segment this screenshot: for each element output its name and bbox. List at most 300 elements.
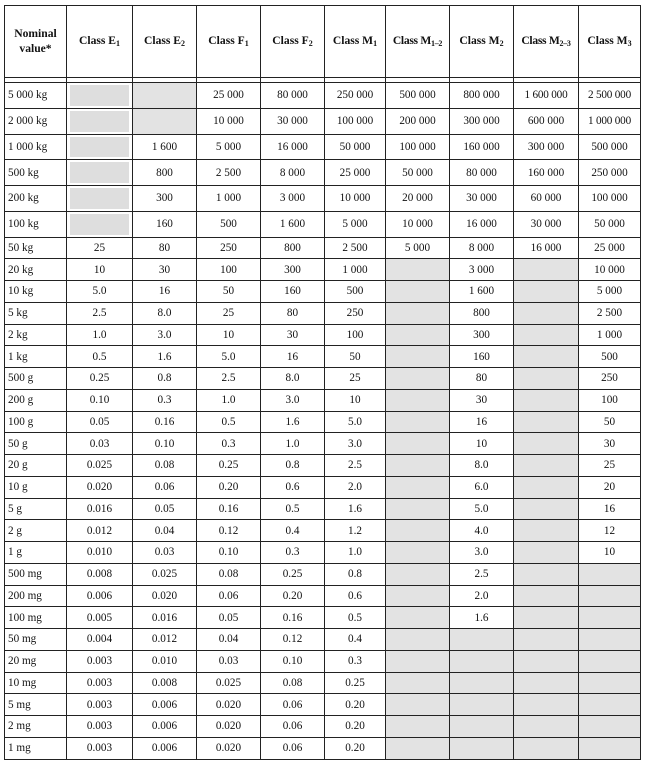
nominal-value-cell: 100 kg bbox=[5, 211, 67, 237]
nominal-value-cell: 50 g bbox=[5, 433, 67, 455]
nominal-value-cell: 50 mg bbox=[5, 629, 67, 651]
mpe-value-cell: 10 000 bbox=[197, 108, 261, 134]
empty-shaded-cell bbox=[386, 650, 450, 672]
empty-shaded-cell bbox=[514, 542, 579, 564]
empty-shaded-cell bbox=[514, 498, 579, 520]
table-row bbox=[5, 476, 641, 498]
mpe-value-cell: 2.5 bbox=[450, 563, 514, 585]
mpe-value-cell: 25 bbox=[197, 302, 261, 324]
mpe-value-cell: 0.5 bbox=[197, 411, 261, 433]
empty-shaded-cell bbox=[386, 520, 450, 542]
empty-shaded-cell bbox=[450, 737, 514, 759]
nominal-value-cell: 10 g bbox=[5, 476, 67, 498]
mpe-value-cell: 0.8 bbox=[133, 368, 197, 390]
mpe-value-cell: 0.003 bbox=[67, 716, 133, 738]
mpe-value-cell: 0.006 bbox=[133, 737, 197, 759]
nominal-value-cell: 5 kg bbox=[5, 302, 67, 324]
empty-shaded-cell bbox=[386, 498, 450, 520]
mpe-value-cell: 1 600 bbox=[133, 134, 197, 160]
mpe-value-cell: 0.008 bbox=[67, 563, 133, 585]
mpe-value-cell: 1 000 bbox=[325, 259, 386, 281]
header-class-base: Class E bbox=[78, 34, 117, 48]
table-row bbox=[5, 498, 641, 520]
nominal-value-cell: 200 mg bbox=[5, 585, 67, 607]
header-class-sub: 1 bbox=[244, 39, 249, 49]
mpe-value-cell: 1 000 000 bbox=[579, 108, 641, 134]
mpe-value-cell: 50 bbox=[325, 346, 386, 368]
mpe-value-cell: 25 000 bbox=[197, 83, 261, 109]
mpe-value-cell: 0.4 bbox=[325, 629, 386, 651]
empty-shaded-cell bbox=[67, 186, 133, 212]
empty-shaded-cell bbox=[579, 563, 641, 585]
mpe-value-cell: 3.0 bbox=[450, 542, 514, 564]
nominal-value-cell: 2 g bbox=[5, 520, 67, 542]
table-row bbox=[5, 433, 641, 455]
mpe-value-cell: 2 500 000 bbox=[579, 83, 641, 109]
mpe-value-cell: 0.010 bbox=[67, 542, 133, 564]
mpe-value-cell: 0.04 bbox=[197, 629, 261, 651]
mpe-value-cell: 16 000 bbox=[261, 134, 325, 160]
nominal-value-cell: 1 mg bbox=[5, 737, 67, 759]
header-nominal-label: Nominal value* bbox=[14, 27, 57, 55]
mpe-value-cell: 25 000 bbox=[325, 160, 386, 186]
mpe-value-cell: 0.012 bbox=[67, 520, 133, 542]
empty-shaded-cell bbox=[514, 455, 579, 477]
mpe-value-cell: 160 000 bbox=[450, 134, 514, 160]
mpe-value-cell: 1.0 bbox=[197, 389, 261, 411]
mpe-value-cell: 3.0 bbox=[261, 389, 325, 411]
table-row bbox=[5, 585, 641, 607]
mpe-value-cell: 16 bbox=[450, 411, 514, 433]
mpe-value-cell: 500 bbox=[197, 211, 261, 237]
nominal-value-cell: 500 mg bbox=[5, 563, 67, 585]
mpe-value-cell: 2 500 bbox=[197, 160, 261, 186]
mpe-value-cell: 80 bbox=[450, 368, 514, 390]
mpe-value-cell: 800 000 bbox=[450, 83, 514, 109]
shaded-box bbox=[70, 188, 129, 209]
mpe-value-cell: 50 000 bbox=[325, 134, 386, 160]
empty-shaded-cell bbox=[450, 672, 514, 694]
mpe-value-cell: 3.0 bbox=[133, 324, 197, 346]
table-row bbox=[5, 83, 641, 109]
nominal-value-cell: 1 kg bbox=[5, 346, 67, 368]
mpe-value-cell: 0.6 bbox=[261, 476, 325, 498]
mpe-value-cell: 0.020 bbox=[133, 585, 197, 607]
header-class-sub: 2 bbox=[499, 39, 504, 49]
table-row bbox=[5, 237, 641, 259]
mpe-value-cell: 0.05 bbox=[67, 411, 133, 433]
mpe-value-cell: 0.20 bbox=[325, 737, 386, 759]
mpe-value-cell: 50 bbox=[197, 281, 261, 303]
mpe-value-cell: 2 500 bbox=[325, 237, 386, 259]
empty-shaded-cell bbox=[67, 108, 133, 134]
mpe-value-cell: 0.16 bbox=[133, 411, 197, 433]
mpe-value-cell: 20 bbox=[579, 476, 641, 498]
mpe-value-cell: 0.8 bbox=[261, 455, 325, 477]
empty-shaded-cell bbox=[386, 585, 450, 607]
mpe-value-cell: 0.10 bbox=[261, 650, 325, 672]
empty-shaded-cell bbox=[67, 211, 133, 237]
mpe-value-cell: 10 000 bbox=[325, 186, 386, 212]
nominal-value-cell: 5 mg bbox=[5, 694, 67, 716]
empty-shaded-cell bbox=[386, 368, 450, 390]
mpe-value-cell: 0.25 bbox=[325, 672, 386, 694]
nominal-value-cell: 10 kg bbox=[5, 281, 67, 303]
shaded-box bbox=[70, 162, 129, 183]
table-row bbox=[5, 108, 641, 134]
mpe-value-cell: 0.012 bbox=[133, 629, 197, 651]
mpe-value-cell: 16 000 bbox=[514, 237, 579, 259]
empty-shaded-cell bbox=[514, 607, 579, 629]
mpe-value-cell: 100 bbox=[197, 259, 261, 281]
mpe-value-cell: 0.5 bbox=[261, 498, 325, 520]
table-row bbox=[5, 259, 641, 281]
mpe-value-cell: 2.5 bbox=[197, 368, 261, 390]
mpe-value-cell: 5 000 bbox=[197, 134, 261, 160]
empty-shaded-cell bbox=[386, 607, 450, 629]
mpe-value-cell: 25 bbox=[67, 237, 133, 259]
mpe-value-cell: 160 bbox=[133, 211, 197, 237]
nominal-value-cell: 100 g bbox=[5, 411, 67, 433]
mpe-value-cell: 8.0 bbox=[133, 302, 197, 324]
empty-shaded-cell bbox=[514, 259, 579, 281]
nominal-value-cell: 10 mg bbox=[5, 672, 67, 694]
empty-shaded-cell bbox=[514, 411, 579, 433]
mpe-value-cell: 500 000 bbox=[579, 134, 641, 160]
mpe-value-cell: 12 bbox=[579, 520, 641, 542]
mpe-value-cell: 3 000 bbox=[450, 259, 514, 281]
nominal-value-cell: 200 g bbox=[5, 389, 67, 411]
mpe-value-cell: 0.003 bbox=[67, 672, 133, 694]
empty-shaded-cell bbox=[514, 281, 579, 303]
mpe-value-cell: 500 bbox=[579, 346, 641, 368]
empty-shaded-cell bbox=[514, 433, 579, 455]
mpe-value-cell: 0.25 bbox=[67, 368, 133, 390]
mpe-value-cell: 30 bbox=[261, 324, 325, 346]
table-row bbox=[5, 134, 641, 160]
table-row bbox=[5, 629, 641, 651]
mpe-value-cell: 10 000 bbox=[386, 211, 450, 237]
mpe-value-cell: 4.0 bbox=[450, 520, 514, 542]
empty-shaded-cell bbox=[514, 346, 579, 368]
mpe-value-cell: 0.003 bbox=[67, 650, 133, 672]
mpe-value-cell: 500 bbox=[325, 281, 386, 303]
empty-shaded-cell bbox=[579, 607, 641, 629]
mpe-value-cell: 2.5 bbox=[325, 455, 386, 477]
empty-shaded-cell bbox=[386, 716, 450, 738]
table-row bbox=[5, 324, 641, 346]
mpe-value-cell: 50 bbox=[579, 411, 641, 433]
shaded-box bbox=[70, 214, 129, 235]
empty-shaded-cell bbox=[133, 108, 197, 134]
mpe-value-cell: 0.06 bbox=[133, 476, 197, 498]
empty-shaded-cell bbox=[386, 455, 450, 477]
empty-shaded-cell bbox=[579, 650, 641, 672]
mpe-value-cell: 1 000 bbox=[579, 324, 641, 346]
mpe-value-cell: 0.25 bbox=[261, 563, 325, 585]
mpe-value-cell: 300 000 bbox=[450, 108, 514, 134]
empty-shaded-cell bbox=[579, 629, 641, 651]
empty-shaded-cell bbox=[386, 694, 450, 716]
mpe-value-cell: 16 bbox=[261, 346, 325, 368]
table-row bbox=[5, 211, 641, 237]
mpe-value-cell: 0.005 bbox=[67, 607, 133, 629]
mpe-value-cell: 80 bbox=[133, 237, 197, 259]
mpe-value-cell: 3.0 bbox=[325, 433, 386, 455]
empty-shaded-cell bbox=[579, 716, 641, 738]
mpe-value-cell: 8 000 bbox=[261, 160, 325, 186]
empty-shaded-cell bbox=[450, 694, 514, 716]
mpe-value-cell: 0.20 bbox=[325, 716, 386, 738]
mpe-value-cell: 0.5 bbox=[325, 607, 386, 629]
mpe-value-cell: 0.08 bbox=[261, 672, 325, 694]
table-row bbox=[5, 160, 641, 186]
header-class-sub: 2 bbox=[308, 39, 313, 49]
mpe-value-cell: 16 000 bbox=[450, 211, 514, 237]
header-class-base: Class F bbox=[272, 34, 309, 48]
mpe-value-cell: 250 bbox=[197, 237, 261, 259]
empty-shaded-cell bbox=[514, 650, 579, 672]
mpe-value-cell: 50 000 bbox=[579, 211, 641, 237]
empty-shaded-cell bbox=[514, 302, 579, 324]
nominal-value-cell: 2 000 kg bbox=[5, 108, 67, 134]
mpe-value-cell: 300 bbox=[261, 259, 325, 281]
header-class bbox=[261, 6, 325, 78]
mpe-value-cell: 30 000 bbox=[261, 108, 325, 134]
nominal-value-cell: 2 mg bbox=[5, 716, 67, 738]
empty-shaded-cell bbox=[386, 476, 450, 498]
empty-shaded-cell bbox=[386, 542, 450, 564]
mpe-value-cell: 0.5 bbox=[67, 346, 133, 368]
mpe-value-cell: 50 000 bbox=[386, 160, 450, 186]
mpe-value-cell: 100 bbox=[579, 389, 641, 411]
mpe-value-cell: 5.0 bbox=[450, 498, 514, 520]
empty-shaded-cell bbox=[514, 324, 579, 346]
mpe-value-cell: 300 bbox=[450, 324, 514, 346]
empty-shaded-cell bbox=[386, 629, 450, 651]
table-row bbox=[5, 186, 641, 212]
empty-shaded-cell bbox=[386, 302, 450, 324]
empty-shaded-cell bbox=[514, 585, 579, 607]
table-row bbox=[5, 368, 641, 390]
mpe-value-cell: 8.0 bbox=[450, 455, 514, 477]
mpe-value-cell: 0.20 bbox=[197, 476, 261, 498]
empty-shaded-cell bbox=[514, 368, 579, 390]
table-row bbox=[5, 737, 641, 759]
nominal-value-cell: 20 g bbox=[5, 455, 67, 477]
mpe-value-cell: 0.6 bbox=[325, 585, 386, 607]
empty-shaded-cell bbox=[450, 629, 514, 651]
mpe-value-cell: 25 bbox=[325, 368, 386, 390]
mpe-value-cell: 60 000 bbox=[514, 186, 579, 212]
mpe-value-cell: 0.020 bbox=[197, 716, 261, 738]
mpe-table bbox=[4, 5, 641, 760]
empty-shaded-cell bbox=[514, 520, 579, 542]
empty-shaded-cell bbox=[386, 324, 450, 346]
empty-shaded-cell bbox=[514, 476, 579, 498]
mpe-value-cell: 250 bbox=[325, 302, 386, 324]
mpe-value-cell: 1 000 bbox=[197, 186, 261, 212]
mpe-value-cell: 1.6 bbox=[450, 607, 514, 629]
empty-shaded-cell bbox=[579, 585, 641, 607]
mpe-value-cell: 10 bbox=[450, 433, 514, 455]
mpe-value-cell: 80 000 bbox=[261, 83, 325, 109]
nominal-value-cell: 20 mg bbox=[5, 650, 67, 672]
header-class bbox=[325, 6, 386, 78]
mpe-value-cell: 0.06 bbox=[261, 737, 325, 759]
mpe-value-cell: 250 bbox=[579, 368, 641, 390]
nominal-value-cell: 2 kg bbox=[5, 324, 67, 346]
header-class-sub: 3 bbox=[627, 39, 632, 49]
mpe-value-cell: 2 500 bbox=[579, 302, 641, 324]
mpe-value-cell: 600 000 bbox=[514, 108, 579, 134]
header-class bbox=[450, 6, 514, 78]
empty-shaded-cell bbox=[386, 411, 450, 433]
mpe-value-cell: 0.08 bbox=[197, 563, 261, 585]
header-class bbox=[579, 6, 641, 78]
header-class bbox=[67, 6, 133, 78]
mpe-value-cell: 30 bbox=[133, 259, 197, 281]
nominal-value-cell: 100 mg bbox=[5, 607, 67, 629]
mpe-value-cell: 3 000 bbox=[261, 186, 325, 212]
table-row bbox=[5, 672, 641, 694]
mpe-value-cell: 0.12 bbox=[261, 629, 325, 651]
mpe-value-cell: 0.08 bbox=[133, 455, 197, 477]
mpe-value-cell: 0.3 bbox=[197, 433, 261, 455]
mpe-value-cell: 1.0 bbox=[325, 542, 386, 564]
mpe-value-cell: 0.008 bbox=[133, 672, 197, 694]
mpe-value-cell: 5 000 bbox=[325, 211, 386, 237]
mpe-value-cell: 1.0 bbox=[261, 433, 325, 455]
mpe-value-cell: 10 bbox=[579, 542, 641, 564]
mpe-value-cell: 0.03 bbox=[197, 650, 261, 672]
empty-shaded-cell bbox=[67, 134, 133, 160]
mpe-value-cell: 30 000 bbox=[514, 211, 579, 237]
table-row bbox=[5, 607, 641, 629]
mpe-value-cell: 8 000 bbox=[450, 237, 514, 259]
mpe-value-cell: 0.10 bbox=[197, 542, 261, 564]
mpe-value-cell: 800 bbox=[133, 160, 197, 186]
mpe-value-cell: 0.016 bbox=[67, 498, 133, 520]
mpe-value-cell: 1.2 bbox=[325, 520, 386, 542]
empty-shaded-cell bbox=[386, 672, 450, 694]
mpe-value-cell: 5.0 bbox=[197, 346, 261, 368]
empty-shaded-cell bbox=[514, 716, 579, 738]
empty-shaded-cell bbox=[67, 160, 133, 186]
mpe-value-cell: 5 000 bbox=[579, 281, 641, 303]
empty-shaded-cell bbox=[386, 737, 450, 759]
mpe-value-cell: 800 bbox=[261, 237, 325, 259]
mpe-value-cell: 20 000 bbox=[386, 186, 450, 212]
nominal-value-cell: 5 g bbox=[5, 498, 67, 520]
header-class-base: Class M bbox=[392, 34, 432, 48]
header-class-base: Class M bbox=[459, 34, 500, 48]
table-row bbox=[5, 694, 641, 716]
nominal-value-cell: 20 kg bbox=[5, 259, 67, 281]
mpe-value-cell: 1.0 bbox=[67, 324, 133, 346]
mpe-value-cell: 0.006 bbox=[133, 694, 197, 716]
mpe-value-cell: 0.3 bbox=[261, 542, 325, 564]
empty-shaded-cell bbox=[386, 389, 450, 411]
table-row bbox=[5, 411, 641, 433]
mpe-value-cell: 0.03 bbox=[67, 433, 133, 455]
empty-shaded-cell bbox=[514, 672, 579, 694]
mpe-value-cell: 25 bbox=[579, 455, 641, 477]
table-row bbox=[5, 520, 641, 542]
header-class bbox=[197, 6, 261, 78]
mpe-value-cell: 250 000 bbox=[579, 160, 641, 186]
header-class bbox=[386, 6, 450, 78]
mpe-value-cell: 2.0 bbox=[450, 585, 514, 607]
mpe-value-cell: 0.003 bbox=[67, 694, 133, 716]
mpe-value-cell: 1.6 bbox=[325, 498, 386, 520]
mpe-value-cell: 0.04 bbox=[133, 520, 197, 542]
mpe-value-cell: 80 bbox=[261, 302, 325, 324]
mpe-value-cell: 250 000 bbox=[325, 83, 386, 109]
empty-shaded-cell bbox=[386, 281, 450, 303]
mpe-value-cell: 1.6 bbox=[261, 411, 325, 433]
shaded-box bbox=[70, 111, 129, 132]
mpe-value-cell: 0.020 bbox=[197, 737, 261, 759]
mpe-value-cell: 30 bbox=[579, 433, 641, 455]
shaded-box bbox=[70, 85, 129, 106]
mpe-value-cell: 0.06 bbox=[197, 585, 261, 607]
empty-shaded-cell bbox=[514, 694, 579, 716]
mpe-value-cell: 300 000 bbox=[514, 134, 579, 160]
empty-shaded-cell bbox=[386, 346, 450, 368]
mpe-value-cell: 0.16 bbox=[261, 607, 325, 629]
empty-shaded-cell bbox=[514, 563, 579, 585]
shaded-box bbox=[70, 137, 129, 158]
header-class-base: Class M bbox=[587, 34, 628, 48]
mpe-value-cell: 0.3 bbox=[133, 389, 197, 411]
mpe-value-cell: 100 000 bbox=[386, 134, 450, 160]
mpe-value-cell: 5 000 bbox=[386, 237, 450, 259]
mpe-value-cell: 2.5 bbox=[67, 302, 133, 324]
empty-shaded-cell bbox=[514, 737, 579, 759]
empty-shaded-cell bbox=[514, 389, 579, 411]
empty-shaded-cell bbox=[450, 650, 514, 672]
header-class-base: Class E bbox=[143, 34, 182, 48]
table-row bbox=[5, 281, 641, 303]
empty-shaded-cell bbox=[133, 83, 197, 109]
mpe-value-cell: 30 000 bbox=[450, 186, 514, 212]
header-class-sub: 1–2 bbox=[431, 39, 443, 49]
mpe-value-cell: 0.004 bbox=[67, 629, 133, 651]
mpe-value-cell: 0.12 bbox=[197, 520, 261, 542]
mpe-value-cell: 1 600 bbox=[450, 281, 514, 303]
mpe-value-cell: 1 600 000 bbox=[514, 83, 579, 109]
mpe-value-cell: 1.6 bbox=[133, 346, 197, 368]
mpe-value-cell: 0.06 bbox=[261, 694, 325, 716]
mpe-value-cell: 0.020 bbox=[197, 694, 261, 716]
mpe-value-cell: 160 bbox=[261, 281, 325, 303]
mpe-value-cell: 0.025 bbox=[67, 455, 133, 477]
mpe-value-cell: 5.0 bbox=[67, 281, 133, 303]
mpe-value-cell: 6.0 bbox=[450, 476, 514, 498]
mpe-value-cell: 0.4 bbox=[261, 520, 325, 542]
nominal-value-cell: 500 g bbox=[5, 368, 67, 390]
mpe-value-cell: 10 bbox=[325, 389, 386, 411]
empty-shaded-cell bbox=[579, 694, 641, 716]
mpe-value-cell: 300 bbox=[133, 186, 197, 212]
empty-shaded-cell bbox=[579, 672, 641, 694]
header-class-sub: 2 bbox=[181, 39, 186, 49]
nominal-value-cell: 5 000 kg bbox=[5, 83, 67, 109]
table-row bbox=[5, 389, 641, 411]
nominal-value-cell: 1 000 kg bbox=[5, 134, 67, 160]
empty-shaded-cell bbox=[450, 716, 514, 738]
